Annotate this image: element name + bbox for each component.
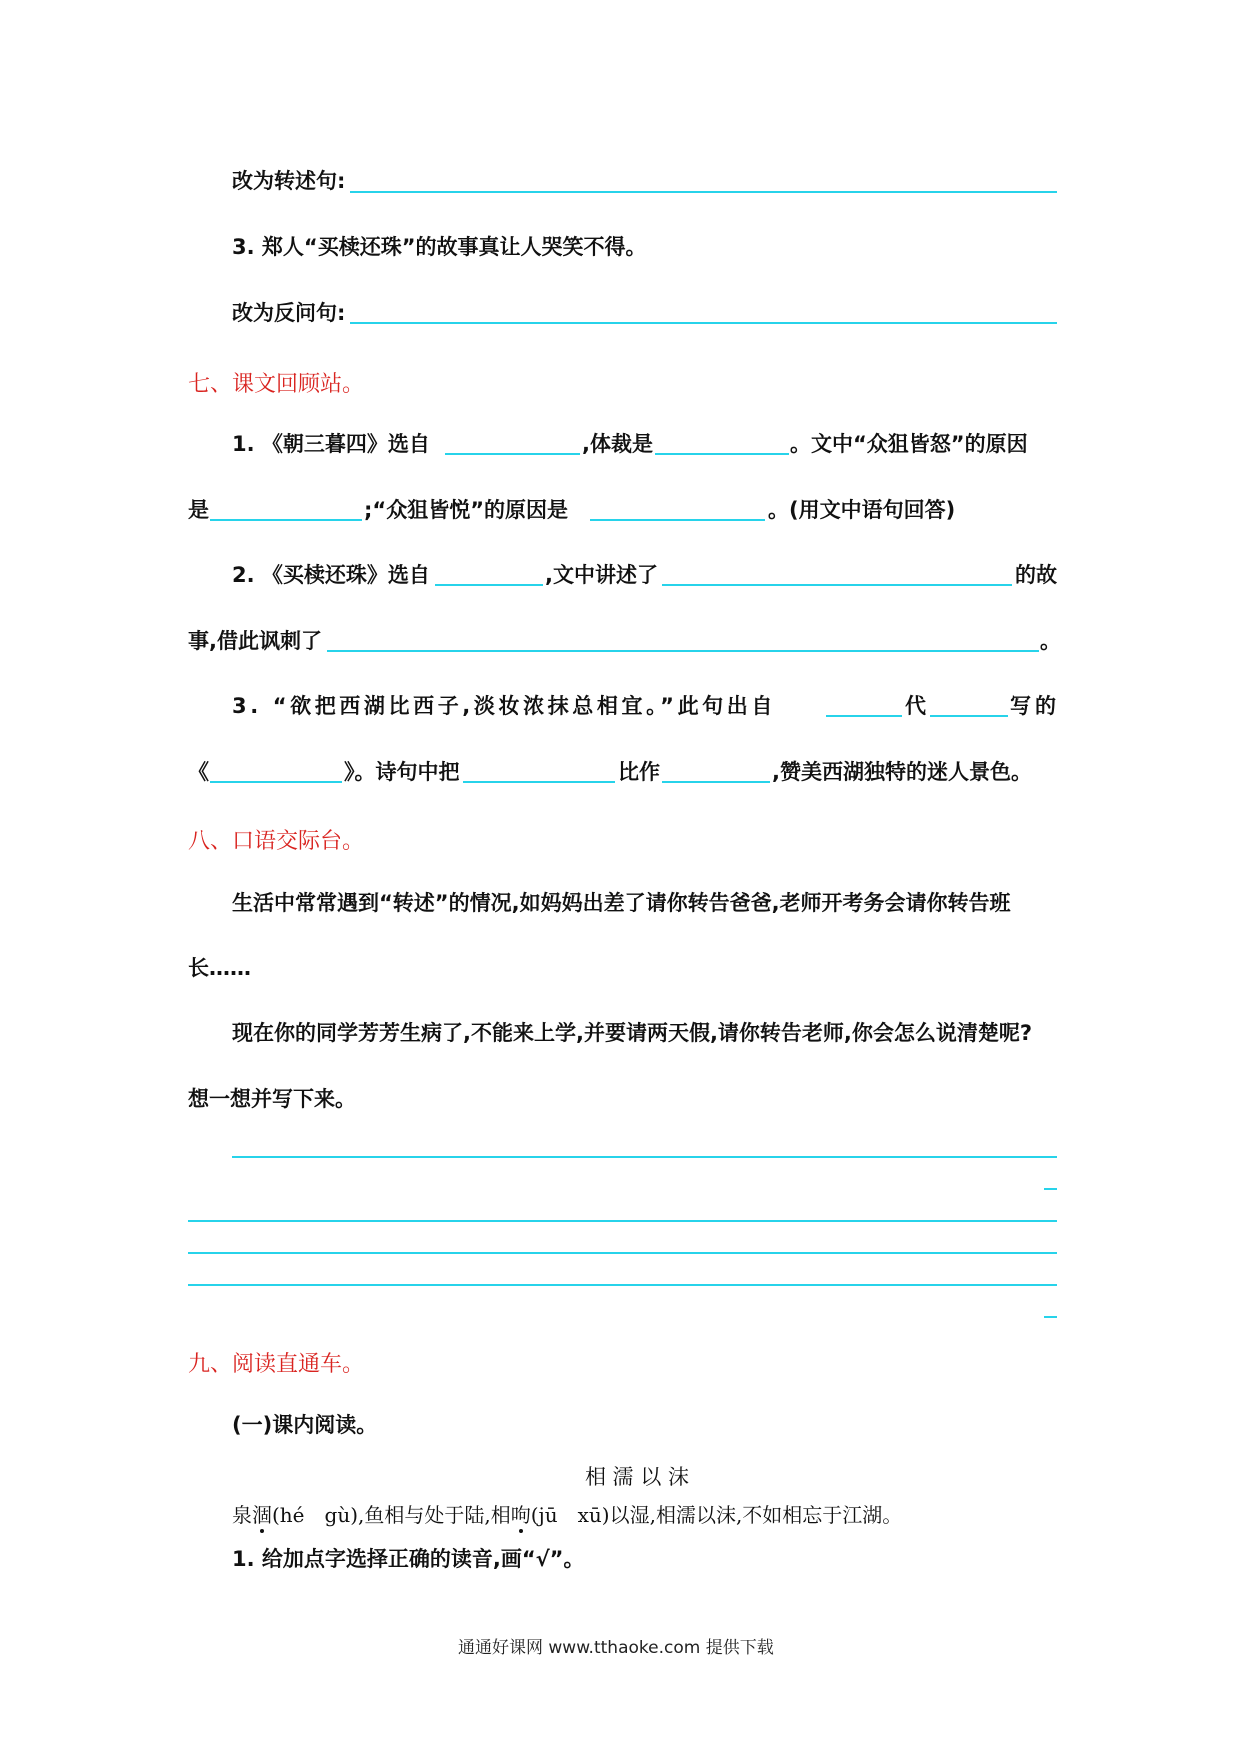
reading-passage: 泉涸(hé gù),鱼相与处于陆,相呴(jū xū)以湿,相濡以沫,不如相忘于江湖。 [232,1503,903,1527]
q3-text-g: ,赞美西湖独特的迷人景色。 [772,760,1032,784]
section-9-heading: 九、阅读直通车。 [188,1352,365,1377]
q1-text-a: 1. 《朝三暮四》选自 [232,432,430,456]
blank-satire[interactable] [327,650,1039,652]
paragraph-1-line-2: 长…… [188,956,251,980]
q1-text-d: 是 [188,498,209,522]
blank-story[interactable] [662,584,1012,586]
section-7-heading: 七、课文回顾站。 [188,372,365,397]
q1-text-f: 。(用文中语句回答) [768,498,956,522]
blank-poem-title[interactable] [210,781,342,783]
blank-dynasty[interactable] [826,715,902,717]
blank-source[interactable] [435,584,543,586]
answer-line[interactable] [350,322,1057,324]
writing-line[interactable] [232,1156,1057,1158]
writing-line-end-mark [1044,1188,1057,1190]
writing-line[interactable] [188,1284,1057,1286]
blank-happy-reason[interactable] [590,519,765,521]
dotted-char-xu: 呴 [510,1503,531,1527]
reported-speech-label: 改为转述句: [232,169,346,193]
reading-title: 相 濡 以 沫 [585,1465,690,1489]
writing-line-end-mark [1044,1316,1057,1318]
rhetorical-question-label: 改为反问句: [232,301,346,325]
blank-compared[interactable] [463,781,615,783]
paragraph-2-line-2: 想一想并写下来。 [188,1087,356,1111]
q1-text-c: 。文中“众狙皆怒”的原因 [790,432,1028,456]
q3-text-d: 《 [188,760,209,784]
footer-credit: 通通好课网 www.tthaoke.com 提供下载 [458,1638,774,1658]
paragraph-1-line-1: 生活中常常遇到“转述”的情况,如妈妈出差了请你转告爸爸,老师开考务会请你转告班 [232,891,1011,915]
writing-line[interactable] [188,1252,1057,1254]
q2-text-b: ,文中讲述了 [545,563,658,587]
q2-text-d: 事,借此讽刺了 [188,629,322,653]
section-8-heading: 八、口语交际台。 [188,829,365,854]
answer-line[interactable] [350,191,1057,193]
writing-line[interactable] [188,1220,1057,1222]
q2-text-c: 的故 [1015,563,1057,587]
paragraph-2-line-1: 现在你的同学芳芳生病了,不能来上学,并要请两天假,请你转告老师,你会怎么说清楚呢? [232,1021,1033,1045]
blank-genre[interactable] [655,453,789,455]
blank-source[interactable] [445,453,580,455]
q3-text-c: 写的 [1010,694,1060,718]
q3-text-e: 》。诗句中把 [344,760,460,784]
reading-question-1: 1. 给加点字选择正确的读音,画“√”。 [232,1547,585,1571]
q2-text-e: 。 [1040,629,1061,653]
blank-poet[interactable] [930,715,1008,717]
q1-text-b: ,体裁是 [582,432,653,456]
question-3-text: 3. 郑人“买椟还珠”的故事真让人哭笑不得。 [232,235,647,259]
blank-compared-to[interactable] [662,781,770,783]
q3-text-f: 比作 [618,760,660,784]
subsection-in-class-reading: (一)课内阅读。 [232,1413,378,1437]
q3-text-b: 代 [905,694,926,718]
q2-text-a: 2. 《买椟还珠》选自 [232,563,430,587]
dotted-char-he: 涸 [252,1503,272,1527]
q1-text-e: ;“众狙皆悦”的原因是 [364,498,569,522]
blank-angry-reason[interactable] [210,519,362,521]
q3-text-a: 3. “欲把西湖比西子,淡妆浓抹总相宜。”此句出自 [232,694,776,718]
